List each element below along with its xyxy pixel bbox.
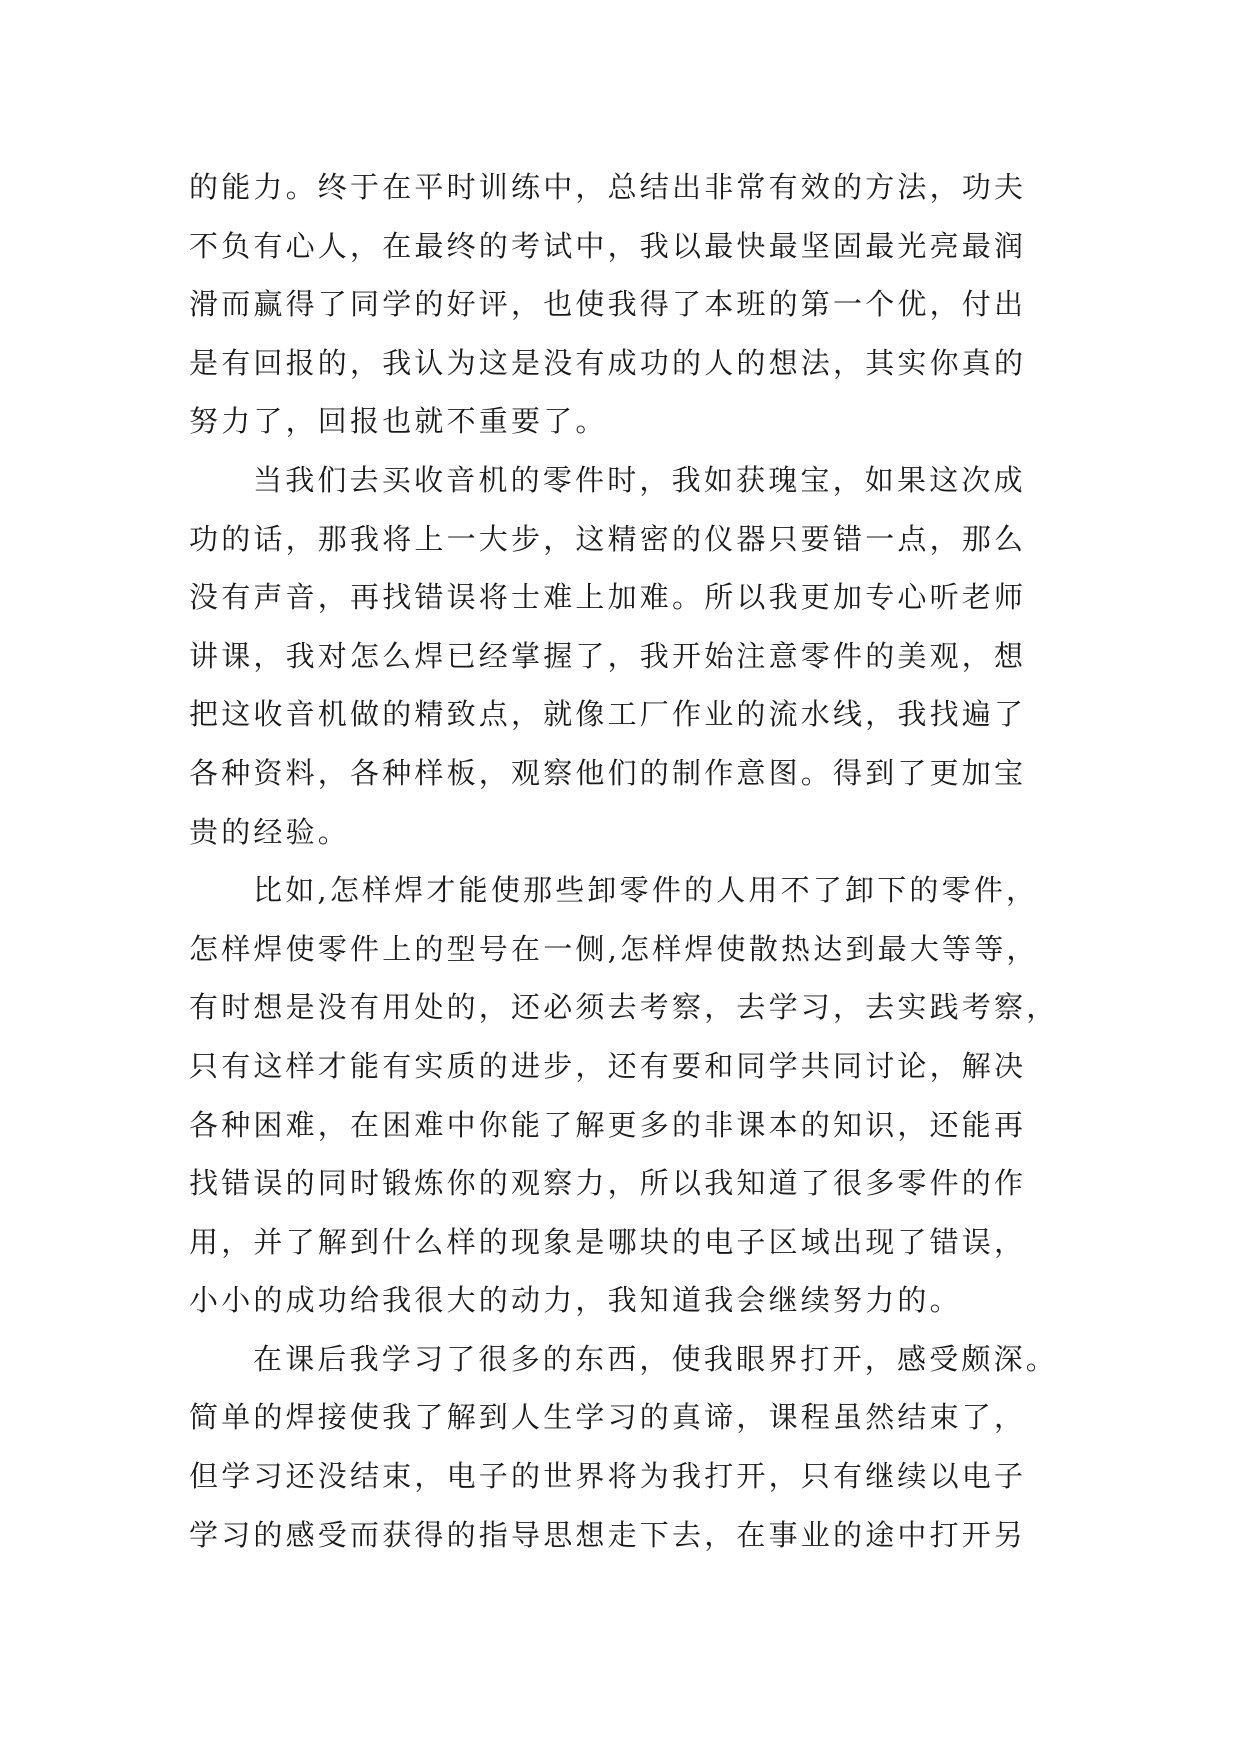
- text-line: 小小的成功给我很大的动力，我知道我会继续努力的。: [189, 1283, 962, 1318]
- text-line: 在课后我学习了很多的东西，使我眼界打开，感受颇深。: [253, 1341, 1059, 1376]
- text-line: 怎样焊使零件上的型号在一侧,怎样焊使散热达到最大等等，: [189, 931, 1039, 966]
- text-line: 有时想是没有用处的，还必须去考察，去学习，去实践考察，: [189, 990, 1059, 1025]
- paragraph: [189, 1330, 1059, 1564]
- text-line: 各种困难，在困难中你能了解更多的非课本的知识，还能再: [189, 1107, 1027, 1142]
- text-line: 滑而赢得了同学的好评，也使我得了本班的第一个优，付出: [189, 287, 1027, 322]
- text-line: 贵的经验。: [189, 814, 351, 849]
- text-line: 找错误的同时锻炼你的观察力，所以我知道了很多零件的作: [189, 1166, 1027, 1201]
- paragraph: [189, 861, 1059, 1330]
- document-body: [189, 158, 1059, 1564]
- paragraph: [189, 451, 1059, 861]
- paragraph: [189, 158, 1059, 451]
- text-line: 的能力。终于在平时训练中，总结出非常有效的方法，功夫: [189, 170, 1027, 204]
- text-line: 讲课，我对怎么焊已经掌握了，我开始注意零件的美观，想: [189, 638, 1027, 673]
- text-line: 学习的感受而获得的指导思想走下去，在事业的途中打开另: [189, 1517, 1027, 1552]
- text-line: 当我们去买收音机的零件时，我如获瑰宝，如果这次成: [253, 462, 1026, 497]
- text-line: 但学习还没结束，电子的世界将为我打开，只有继续以电子: [189, 1459, 1027, 1494]
- text-line: 只有这样才能有实质的进步，还有要和同学共同讨论，解决: [189, 1048, 1027, 1083]
- text-line: 努力了，回报也就不重要了。: [189, 404, 608, 439]
- text-line: 没有声音，再找错误将士难上加难。所以我更加专心听老师: [189, 580, 1027, 615]
- text-line: 是有回报的，我认为这是没有成功的人的想法，其实你真的: [189, 345, 1027, 380]
- text-line: 比如,怎样焊才能使那些卸零件的人用不了卸下的零件，: [253, 873, 1039, 908]
- text-line: 用，并了解到什么样的现象是哪块的电子区域出现了错误，: [189, 1224, 1027, 1259]
- text-line: 简单的焊接使我了解到人生学习的真谛，课程虽然结束了，: [189, 1400, 1027, 1435]
- text-line: 各种资料，各种样板，观察他们的制作意图。得到了更加宝: [189, 755, 1027, 790]
- text-line: 不负有心人，在最终的考试中，我以最快最坚固最光亮最润: [189, 228, 1027, 263]
- text-line: 功的话，那我将上一大步，这精密的仪器只要错一点，那么: [189, 521, 1027, 556]
- text-line: 把这收音机做的精致点，就像工厂作业的流水线，我找遍了: [189, 697, 1027, 732]
